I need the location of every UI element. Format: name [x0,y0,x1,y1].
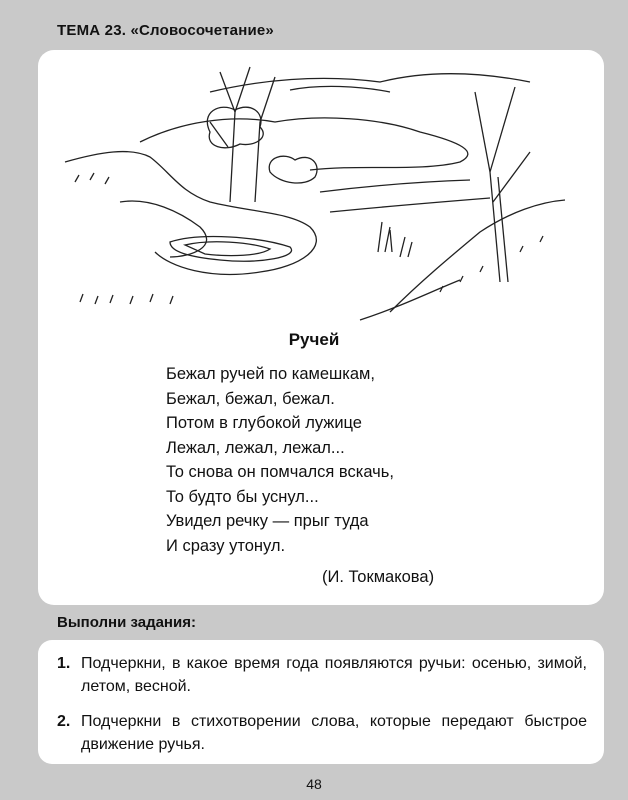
poem-title: Ручей [288,330,340,349]
task-text: Подчеркни в стихотворении слова, которые передают быстрое движение ручья. [81,713,587,753]
poem-text [166,362,394,558]
poem-line: Лежал, лежал, лежал... [166,438,345,457]
task-item [57,652,587,698]
poem-line: Бежал ручей по камешкам, [166,365,375,383]
poem-line: Потом в глубокой лужице [166,414,362,432]
topic-heading: ТЕМА 23. «Словосочетание» [57,22,274,39]
page-number: 48 [306,776,322,792]
tasks-heading: Выполни задания: [57,614,196,631]
task-text: Подчеркни, в какое время года появляются ручьи: осенью, зимой, летом, весной. [81,655,587,695]
poem-line: Бежал, бежал, бежал. [166,389,335,408]
poem-author: (И. Токмакова) [322,568,435,586]
task-number: 1. [57,655,71,672]
poem-line: И сразу утонул. [166,536,286,555]
task-number: 2. [57,713,71,730]
poem-line: То будто бы уснул... [166,487,319,506]
task-item [57,710,587,756]
poem-line: Увидел речку — прыг туда [166,512,369,530]
stream-illustration [60,52,570,322]
poem-line: То снова он помчался вскачь, [166,463,394,481]
